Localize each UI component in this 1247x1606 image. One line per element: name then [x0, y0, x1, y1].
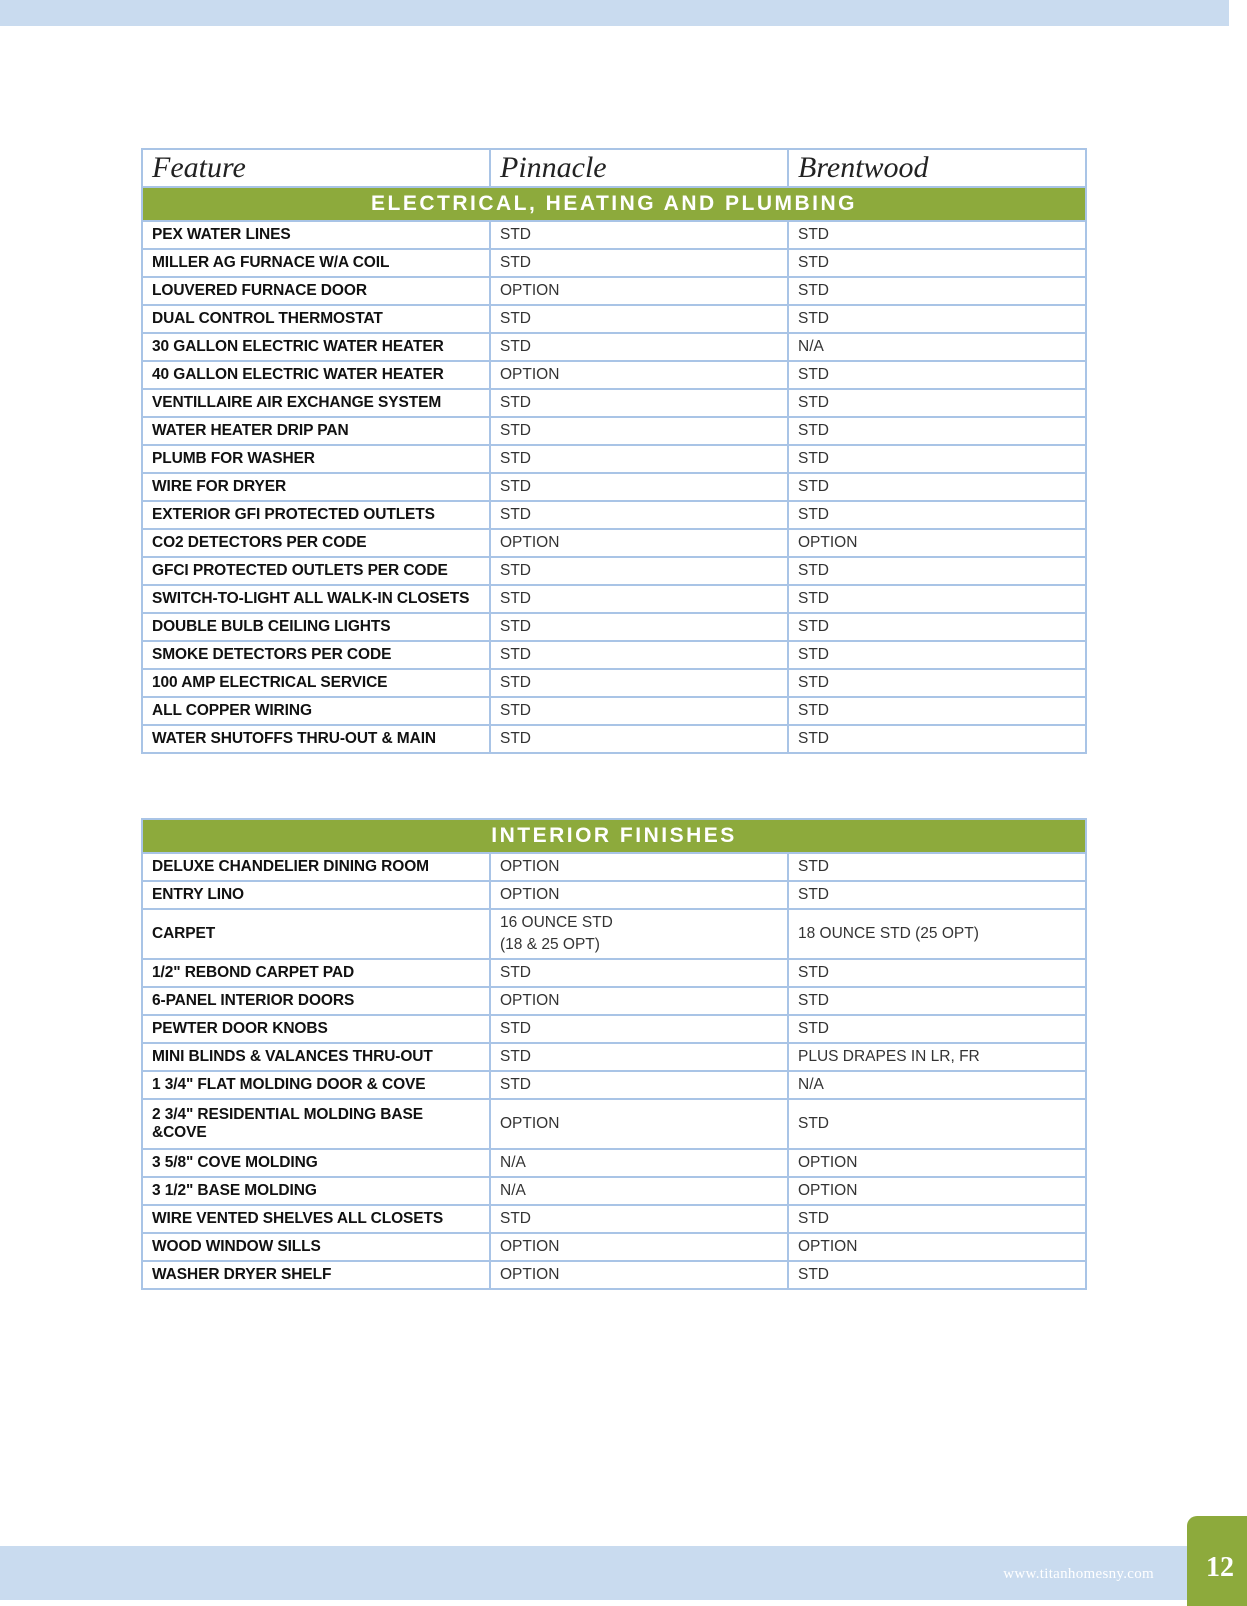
brentwood-value: STD: [798, 226, 829, 243]
table-row: [142, 221, 1086, 249]
feature-cell: [142, 445, 490, 473]
pinnacle-value: N/A: [500, 1182, 526, 1199]
feature-name: 1/2" REBOND CARPET PAD: [152, 964, 355, 981]
feature-cell: [142, 987, 490, 1015]
pinnacle-cell: [490, 881, 788, 909]
table-row: [142, 501, 1086, 529]
pinnacle-cell: [490, 1015, 788, 1043]
brentwood-value: STD: [798, 310, 829, 327]
table-row: [142, 881, 1086, 909]
feature-name: VENTILLAIRE AIR EXCHANGE SYSTEM: [152, 394, 442, 411]
feature-name: DOUBLE BULB CEILING LIGHTS: [152, 618, 391, 635]
brentwood-value: STD: [798, 366, 829, 383]
brentwood-value: STD: [798, 1266, 829, 1283]
pinnacle-value: OPTION: [500, 282, 560, 299]
pinnacle-value: OPTION: [500, 1266, 560, 1283]
pinnacle-cell: [490, 361, 788, 389]
feature-cell: [142, 585, 490, 613]
table-row: [142, 1261, 1086, 1289]
feature-cell: [142, 1015, 490, 1043]
pinnacle-value: STD: [500, 1048, 531, 1065]
brentwood-cell: [788, 959, 1086, 987]
page-number: 12: [1206, 1552, 1234, 1583]
brentwood-value: OPTION: [798, 1154, 858, 1171]
brentwood-value: N/A: [798, 1076, 824, 1093]
brentwood-cell: [788, 881, 1086, 909]
feature-name: 30 GALLON ELECTRIC WATER HEATER: [152, 338, 444, 355]
spec-table-electrical: [141, 148, 1087, 754]
pinnacle-value: 16 OUNCE STD: [500, 914, 613, 931]
table-row: [142, 333, 1086, 361]
brentwood-cell: [788, 305, 1086, 333]
feature-name: DELUXE CHANDELIER DINING ROOM: [152, 858, 429, 875]
brentwood-value: 18 OUNCE STD (25 OPT): [798, 925, 979, 942]
pinnacle-value: STD: [500, 478, 531, 495]
table-row: [142, 613, 1086, 641]
pinnacle-value: STD: [500, 590, 531, 607]
table-row: [142, 1015, 1086, 1043]
table-row: [142, 1233, 1086, 1261]
brentwood-cell: [788, 585, 1086, 613]
pinnacle-value: STD: [500, 506, 531, 523]
feature-cell: [142, 249, 490, 277]
pinnacle-value: STD: [500, 730, 531, 747]
feature-name: PLUMB FOR WASHER: [152, 450, 315, 467]
table-row: [142, 277, 1086, 305]
pinnacle-cell: [490, 473, 788, 501]
brentwood-value: STD: [798, 394, 829, 411]
brentwood-value: STD: [798, 858, 829, 875]
pinnacle-value: OPTION: [500, 1238, 560, 1255]
pinnacle-cell: [490, 445, 788, 473]
brentwood-cell: [788, 249, 1086, 277]
pinnacle-cell: [490, 641, 788, 669]
brentwood-cell: [788, 1015, 1086, 1043]
table-header-row: [142, 149, 1086, 187]
brentwood-value: STD: [798, 282, 829, 299]
feature-name: PEWTER DOOR KNOBS: [152, 1020, 328, 1037]
pinnacle-cell: [490, 1071, 788, 1099]
brentwood-value: STD: [798, 992, 829, 1009]
table-row: [142, 529, 1086, 557]
pinnacle-cell: [490, 909, 788, 959]
feature-name: SWITCH-TO-LIGHT ALL WALK-IN CLOSETS: [152, 590, 470, 607]
brentwood-cell: [788, 361, 1086, 389]
table-row: [142, 1149, 1086, 1177]
pinnacle-cell: [490, 725, 788, 753]
brentwood-value: STD: [798, 590, 829, 607]
pinnacle-cell: [490, 1043, 788, 1071]
table-row: [142, 389, 1086, 417]
brentwood-value: STD: [798, 1020, 829, 1037]
brentwood-cell: [788, 221, 1086, 249]
feature-cell: [142, 557, 490, 585]
section-title: INTERIOR FINISHES: [142, 819, 1086, 853]
brentwood-cell: [788, 1233, 1086, 1261]
feature-name: LOUVERED FURNACE DOOR: [152, 282, 367, 299]
pinnacle-value: N/A: [500, 1154, 526, 1171]
pinnacle-cell: [490, 1177, 788, 1205]
feature-name: SMOKE DETECTORS PER CODE: [152, 646, 392, 663]
brentwood-cell: [788, 1099, 1086, 1149]
feature-name: 6-PANEL INTERIOR DOORS: [152, 992, 355, 1009]
brentwood-value: STD: [798, 618, 829, 635]
brentwood-value: STD: [798, 478, 829, 495]
feature-name: 3 5/8" COVE MOLDING: [152, 1154, 318, 1171]
pinnacle-cell: [490, 959, 788, 987]
feature-name: MINI BLINDS & VALANCES THRU-OUT: [152, 1048, 433, 1065]
pinnacle-cell: [490, 585, 788, 613]
brentwood-cell: [788, 1177, 1086, 1205]
table-row: [142, 725, 1086, 753]
brentwood-value: STD: [798, 422, 829, 439]
brentwood-cell: [788, 1205, 1086, 1233]
pinnacle-cell: [490, 501, 788, 529]
brentwood-cell: [788, 389, 1086, 417]
section-title: ELECTRICAL, HEATING AND PLUMBING: [142, 187, 1086, 221]
feature-name: 1 3/4" FLAT MOLDING DOOR & COVE: [152, 1076, 426, 1093]
feature-cell: [142, 1043, 490, 1071]
brentwood-value: STD: [798, 702, 829, 719]
website-url: www.titanhomesny.com: [1003, 1566, 1154, 1582]
column-header-feature: Feature: [142, 149, 490, 187]
brentwood-value: STD: [798, 562, 829, 579]
feature-name: CO2 DETECTORS PER CODE: [152, 534, 367, 551]
feature-cell: [142, 1149, 490, 1177]
pinnacle-cell: [490, 221, 788, 249]
brentwood-cell: [788, 529, 1086, 557]
feature-cell: [142, 613, 490, 641]
pinnacle-value: STD: [500, 1076, 531, 1093]
brentwood-value: STD: [798, 646, 829, 663]
table-row: [142, 361, 1086, 389]
table-row: [142, 417, 1086, 445]
spec-table-interior: [141, 818, 1087, 1290]
pinnacle-cell: [490, 249, 788, 277]
pinnacle-cell: [490, 613, 788, 641]
pinnacle-value: STD: [500, 310, 531, 327]
brentwood-value: N/A: [798, 338, 824, 355]
brentwood-value: STD: [798, 450, 829, 467]
pinnacle-value: STD: [500, 964, 531, 981]
feature-cell: [142, 1071, 490, 1099]
brentwood-cell: [788, 333, 1086, 361]
brentwood-cell: [788, 987, 1086, 1015]
pinnacle-cell: [490, 1205, 788, 1233]
brentwood-cell: [788, 445, 1086, 473]
table-row: [142, 1043, 1086, 1071]
pinnacle-value: STD: [500, 562, 531, 579]
feature-cell: [142, 277, 490, 305]
feature-name: DUAL CONTROL THERMOSTAT: [152, 310, 383, 327]
brentwood-value: STD: [798, 254, 829, 271]
pinnacle-value: STD: [500, 422, 531, 439]
table-row: [142, 853, 1086, 881]
feature-cell: [142, 909, 490, 959]
feature-name: WASHER DRYER SHELF: [152, 1266, 332, 1283]
pinnacle-value: STD: [500, 394, 531, 411]
pinnacle-cell: [490, 697, 788, 725]
pinnacle-cell: [490, 557, 788, 585]
pinnacle-cell: [490, 417, 788, 445]
section-header-row: [142, 187, 1086, 221]
brentwood-cell: [788, 1261, 1086, 1289]
pinnacle-value: STD: [500, 674, 531, 691]
feature-name: EXTERIOR GFI PROTECTED OUTLETS: [152, 506, 435, 523]
pinnacle-cell: [490, 669, 788, 697]
pinnacle-cell: [490, 1261, 788, 1289]
feature-name: ALL COPPER WIRING: [152, 702, 312, 719]
brentwood-cell: [788, 417, 1086, 445]
feature-cell: [142, 1205, 490, 1233]
brentwood-value: STD: [798, 886, 829, 903]
brentwood-cell: [788, 557, 1086, 585]
brentwood-cell: [788, 641, 1086, 669]
feature-name: WOOD WINDOW SILLS: [152, 1238, 321, 1255]
feature-cell: [142, 959, 490, 987]
brentwood-cell: [788, 1071, 1086, 1099]
feature-name: WIRE VENTED SHELVES ALL CLOSETS: [152, 1210, 444, 1227]
pinnacle-value: STD: [500, 646, 531, 663]
feature-cell: [142, 333, 490, 361]
table-row: [142, 305, 1086, 333]
table-row: [142, 473, 1086, 501]
pinnacle-cell: [490, 389, 788, 417]
brentwood-value: STD: [798, 730, 829, 747]
table-row: [142, 445, 1086, 473]
pinnacle-value: OPTION: [500, 1115, 560, 1132]
feature-cell: [142, 417, 490, 445]
feature-cell: [142, 389, 490, 417]
pinnacle-value: STD: [500, 702, 531, 719]
feature-cell: [142, 1099, 490, 1149]
pinnacle-cell: [490, 333, 788, 361]
table-row: [142, 669, 1086, 697]
brentwood-cell: [788, 1149, 1086, 1177]
pinnacle-value: OPTION: [500, 534, 560, 551]
feature-cell: [142, 1177, 490, 1205]
pinnacle-value: STD: [500, 450, 531, 467]
brentwood-value: STD: [798, 674, 829, 691]
pinnacle-value: OPTION: [500, 858, 560, 875]
feature-cell: [142, 881, 490, 909]
feature-cell: [142, 1233, 490, 1261]
brentwood-cell: [788, 853, 1086, 881]
column-header-pinnacle: Pinnacle: [490, 149, 788, 187]
table-row: [142, 641, 1086, 669]
feature-name: ENTRY LINO: [152, 886, 245, 903]
top-decorative-band: [0, 0, 1229, 26]
pinnacle-value: STD: [500, 226, 531, 243]
pinnacle-value: STD: [500, 618, 531, 635]
table-row: [142, 1071, 1086, 1099]
pinnacle-cell: [490, 1149, 788, 1177]
brentwood-cell: [788, 725, 1086, 753]
table-row: [142, 959, 1086, 987]
pinnacle-value-continued: (18 & 25 OPT): [500, 936, 600, 953]
table-row: [142, 557, 1086, 585]
feature-cell: [142, 725, 490, 753]
table-row: [142, 697, 1086, 725]
brentwood-value: OPTION: [798, 1238, 858, 1255]
feature-cell: [142, 501, 490, 529]
table-row: [142, 987, 1086, 1015]
brentwood-cell: [788, 697, 1086, 725]
feature-cell: [142, 529, 490, 557]
pinnacle-cell: [490, 305, 788, 333]
feature-name-continued: COVE: [163, 1124, 207, 1141]
brentwood-cell: [788, 1043, 1086, 1071]
pinnacle-value: STD: [500, 1020, 531, 1037]
feature-name: CARPET: [152, 925, 216, 942]
pinnacle-cell: [490, 853, 788, 881]
pinnacle-value: OPTION: [500, 886, 560, 903]
brentwood-value: STD: [798, 1210, 829, 1227]
feature-name: 2 3/4" RESIDENTIAL MOLDING BASE &: [152, 1106, 423, 1141]
section-header-row: [142, 819, 1086, 853]
brentwood-cell: [788, 909, 1086, 959]
feature-cell: [142, 473, 490, 501]
feature-name: WATER HEATER DRIP PAN: [152, 422, 349, 439]
feature-cell: [142, 641, 490, 669]
feature-name: 3 1/2" BASE MOLDING: [152, 1182, 317, 1199]
pinnacle-value: OPTION: [500, 366, 560, 383]
feature-cell: [142, 669, 490, 697]
brentwood-cell: [788, 669, 1086, 697]
table-row: [142, 1177, 1086, 1205]
feature-name: MILLER AG FURNACE W/A COIL: [152, 254, 390, 271]
feature-cell: [142, 697, 490, 725]
feature-name: 100 AMP ELECTRICAL SERVICE: [152, 674, 388, 691]
feature-name: GFCI PROTECTED OUTLETS PER CODE: [152, 562, 448, 579]
brentwood-value: STD: [798, 1115, 829, 1132]
pinnacle-cell: [490, 1233, 788, 1261]
pinnacle-cell: [490, 277, 788, 305]
brentwood-value: PLUS DRAPES IN LR, FR: [798, 1048, 980, 1065]
table-row: [142, 249, 1086, 277]
table-row: [142, 1099, 1086, 1149]
table-row: [142, 909, 1086, 959]
feature-cell: [142, 305, 490, 333]
brentwood-value: STD: [798, 964, 829, 981]
brentwood-cell: [788, 277, 1086, 305]
brentwood-value: OPTION: [798, 534, 858, 551]
feature-name: WATER SHUTOFFS THRU-OUT & MAIN: [152, 730, 437, 747]
feature-cell: [142, 853, 490, 881]
brentwood-cell: [788, 501, 1086, 529]
pinnacle-value: STD: [500, 338, 531, 355]
pinnacle-cell: [490, 1099, 788, 1149]
pinnacle-value: STD: [500, 254, 531, 271]
table-row: [142, 585, 1086, 613]
brentwood-cell: [788, 473, 1086, 501]
pinnacle-value: OPTION: [500, 992, 560, 1009]
brentwood-value: OPTION: [798, 1182, 858, 1199]
feature-cell: [142, 361, 490, 389]
pinnacle-value: STD: [500, 1210, 531, 1227]
pinnacle-cell: [490, 529, 788, 557]
feature-name: PEX WATER LINES: [152, 226, 291, 243]
feature-cell: [142, 1261, 490, 1289]
feature-name: 40 GALLON ELECTRIC WATER HEATER: [152, 366, 444, 383]
column-header-brentwood: Brentwood: [788, 149, 1086, 187]
feature-cell: [142, 221, 490, 249]
table-row: [142, 1205, 1086, 1233]
feature-name: WIRE FOR DRYER: [152, 478, 287, 495]
brentwood-value: STD: [798, 506, 829, 523]
pinnacle-cell: [490, 987, 788, 1015]
brentwood-cell: [788, 613, 1086, 641]
